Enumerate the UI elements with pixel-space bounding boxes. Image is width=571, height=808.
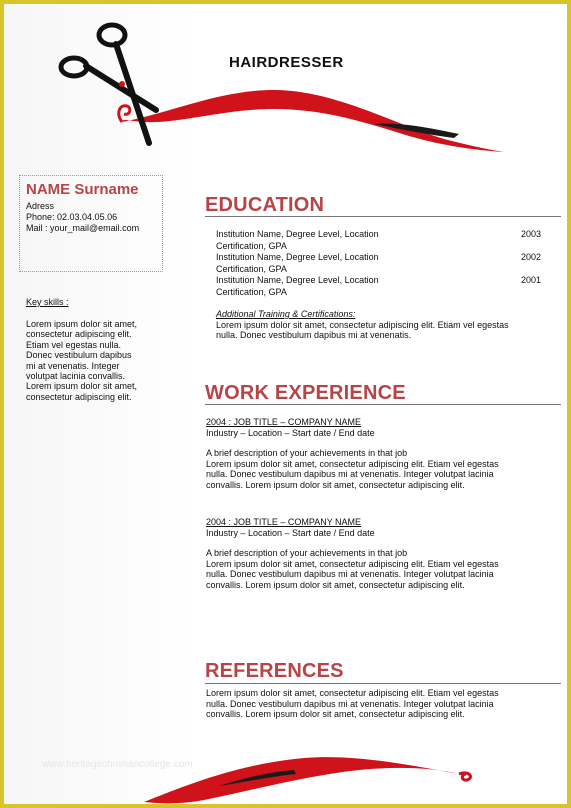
education-certification: Certification, GPA xyxy=(216,286,287,297)
education-entry xyxy=(216,229,541,252)
work-experience-heading: WORK EXPERIENCE xyxy=(205,382,406,404)
top-swoosh-icon xyxy=(122,90,504,152)
additional-training-label: Additional Training & Certifications: xyxy=(216,309,356,319)
job-description-line: A brief description of your achievements in that job xyxy=(206,448,408,458)
full-name: NAME Surname xyxy=(26,181,139,198)
contact-box xyxy=(19,175,163,272)
education-entry xyxy=(216,275,541,298)
key-skills-line: Etiam vel egestas nulla. xyxy=(26,339,122,350)
key-skills-line: Lorem ipsum dolor sit amet, xyxy=(26,381,138,392)
key-skills-line: mi at venenatis. Integer xyxy=(26,360,120,371)
references-line: nulla. Donec vestibulum dapibus mi at venenatis. Integer volutpat lacinia xyxy=(206,698,494,709)
key-skills-line: Donec vestibulum dapibus xyxy=(26,350,132,361)
job-title: 2004 : JOB TITLE – COMPANY NAME xyxy=(206,517,362,527)
education-institution: Institution Name, Degree Level, Location xyxy=(216,229,379,239)
job-description-line: nulla. Donec vestibulum dapibus mi at venenatis. Integer volutpat lacinia xyxy=(206,469,494,479)
references-line: Lorem ipsum dolor sit amet, consectetur adipiscing elit. Etiam vel egestas xyxy=(206,688,499,698)
education-certification: Certification, GPA xyxy=(216,263,287,274)
key-skills-line: consectetur adipiscing elit. xyxy=(26,391,132,402)
key-skills-line: Lorem ipsum dolor sit amet, xyxy=(26,319,138,329)
education-entry xyxy=(216,252,541,275)
job-entry xyxy=(206,417,562,490)
phone: Phone: 02.03.04.05.06 xyxy=(26,212,118,222)
page-title: HAIRDRESSER xyxy=(229,54,344,71)
work-experience-divider xyxy=(205,404,561,405)
scissors-swoosh-graphic xyxy=(4,4,567,174)
education-institution: Institution Name, Degree Level, Location xyxy=(216,275,379,285)
education-heading: EDUCATION xyxy=(205,194,325,216)
job-title: 2004 : JOB TITLE – COMPANY NAME xyxy=(206,417,362,427)
job-description-line: nulla. Donec vestibulum dapibus mi at venenatis. Integer volutpat lacinia xyxy=(206,569,494,579)
bottom-swoosh-icon xyxy=(4,734,567,804)
references-text xyxy=(206,688,562,720)
key-skills-line: volutpat lacinia convallis. xyxy=(26,371,126,382)
key-skills-line: consectetur adipiscing elit. xyxy=(26,329,132,340)
job-description-line: Lorem ipsum dolor sit amet, consectetur adipiscing elit. Etiam vel egestas xyxy=(206,558,499,569)
additional-training-line: Lorem ipsum dolor sit amet, consectetur adipiscing elit. Etiam vel egestas xyxy=(216,319,509,330)
scissors-icon xyxy=(61,25,156,143)
email: Mail : your_mail@email.com xyxy=(26,223,140,233)
job-description-line: convallis. Lorem ipsum dolor sit amet, consectetur adipiscing elit. xyxy=(206,479,465,490)
job-meta: Industry – Location – Start date / End date xyxy=(206,427,375,438)
additional-training-line: nulla. Donec vestibulum dapibus mi at venenatis. xyxy=(216,330,412,340)
references-heading: REFERENCES xyxy=(205,660,344,682)
education-year: 2002 xyxy=(520,252,541,262)
watermark-text: www.heritagechristiancollege.com xyxy=(42,759,193,770)
address: Adress xyxy=(26,201,55,211)
job-description-line: A brief description of your achievements in that job xyxy=(206,548,408,558)
education-divider xyxy=(205,216,561,217)
education-year: 2001 xyxy=(520,275,541,285)
additional-training xyxy=(216,309,561,341)
job-entry xyxy=(206,517,562,590)
references-divider xyxy=(205,683,561,684)
key-skills-text xyxy=(26,319,166,402)
references-line: convallis. Lorem ipsum dolor sit amet, consectetur adipiscing elit. xyxy=(206,709,465,719)
education-certification: Certification, GPA xyxy=(216,240,287,251)
education-institution: Institution Name, Degree Level, Location xyxy=(216,252,379,262)
job-meta: Industry – Location – Start date / End date xyxy=(206,527,375,538)
education-year: 2003 xyxy=(520,229,541,239)
job-description-line: convallis. Lorem ipsum dolor sit amet, consectetur adipiscing elit. xyxy=(206,579,465,590)
key-skills-label: Key skills : xyxy=(26,297,69,307)
job-description-line: Lorem ipsum dolor sit amet, consectetur adipiscing elit. Etiam vel egestas xyxy=(206,458,499,469)
